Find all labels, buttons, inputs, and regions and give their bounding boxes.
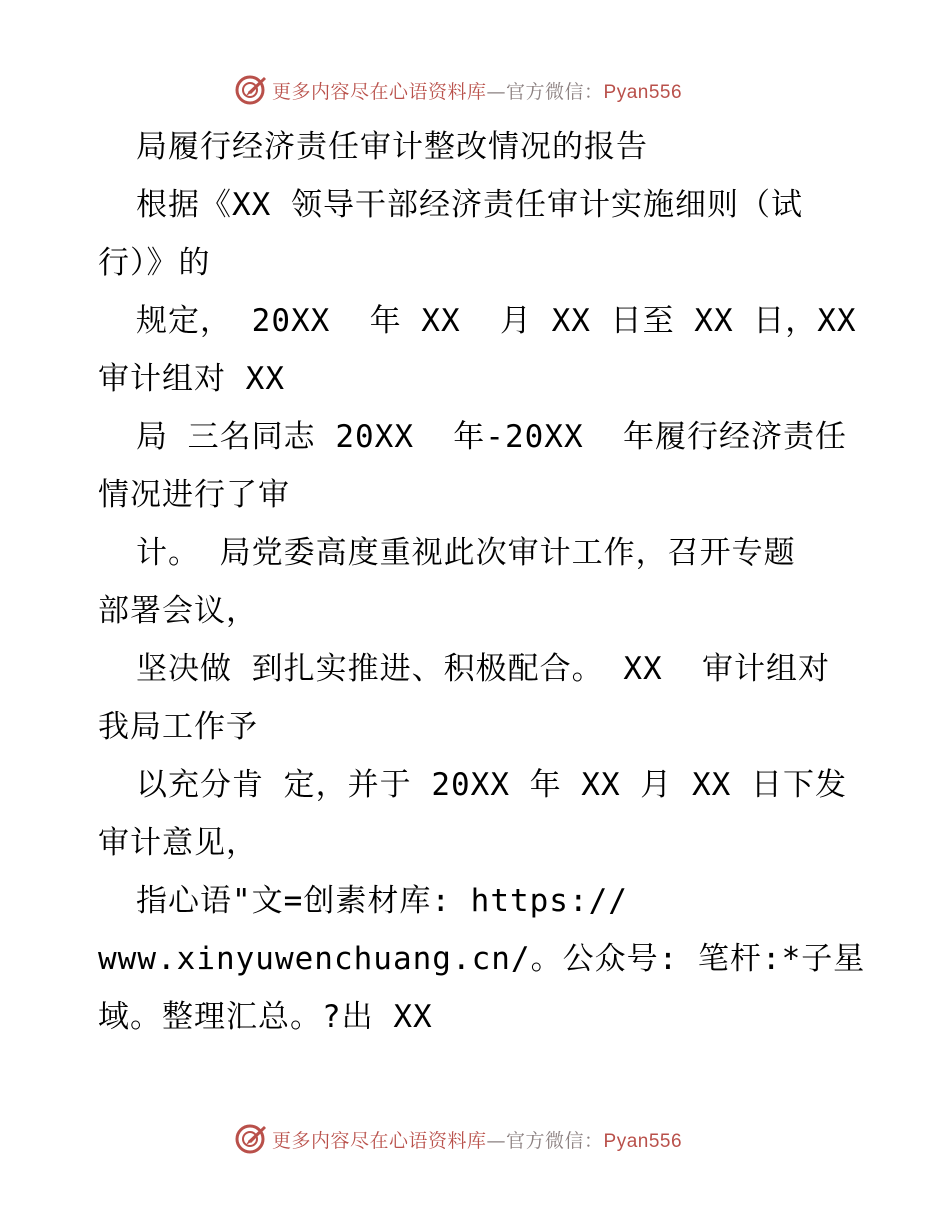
- banner-text: [272, 77, 682, 104]
- paragraph-line: 行）》的: [98, 245, 211, 281]
- banner-sub-text: 官方微信：: [506, 1129, 604, 1152]
- paragraph-line: 审计组对 XX: [98, 361, 285, 397]
- pen-logo-icon: [234, 1122, 268, 1156]
- paragraph-line: 根据《XX 领导干部经济责任审计实施细则（试: [136, 187, 803, 223]
- document-title: 局履行经济责任审计整改情况的报告: [136, 129, 648, 165]
- banner-separator: —: [486, 1129, 507, 1152]
- banner-separator: —: [486, 80, 507, 103]
- paragraph-line: www.xinyuwenchuang.cn/。公众号: 笔杆:*子星: [98, 941, 866, 977]
- banner-main-text: 更多内容尽在心语资料库: [272, 1129, 487, 1152]
- paragraph-line: 审计意见，: [98, 825, 258, 861]
- banner-sub-text: 官方微信：: [506, 80, 604, 103]
- paragraph-line: 坚决做 到扎实推进、积极配合。 XX 审计组对: [136, 651, 830, 687]
- paragraph-line: 部署会议，: [98, 593, 258, 629]
- paragraph-line: 域。整理汇总。?出 XX: [98, 999, 433, 1035]
- paragraph-line: 计。 局党委高度重视此次审计工作，召开专题: [136, 535, 796, 571]
- header-banner: [234, 72, 682, 108]
- paragraph-line: 局 三名同志 20XX 年-20XX 年履行经济责任: [136, 419, 847, 455]
- banner-wechat-id: Pyan556: [603, 81, 683, 103]
- banner-main-text: 更多内容尽在心语资料库: [272, 80, 487, 103]
- banner-wechat-id: Pyan556: [603, 1130, 683, 1152]
- paragraph-line: 以充分肯 定，并于 20XX 年 XX 月 XX 日下发: [136, 767, 847, 803]
- banner-text: [272, 1126, 682, 1153]
- pen-logo-icon: [234, 73, 268, 107]
- paragraph-line: 规定， 20XX 年 XX 月 XX 日至 XX 日，XX: [136, 303, 857, 339]
- paragraph-line: 指心语"文=创素材库: https://: [136, 883, 628, 919]
- paragraph-line: 情况进行了审: [98, 477, 290, 513]
- paragraph-line: 我局工作予: [98, 709, 258, 745]
- footer-banner: [234, 1121, 682, 1157]
